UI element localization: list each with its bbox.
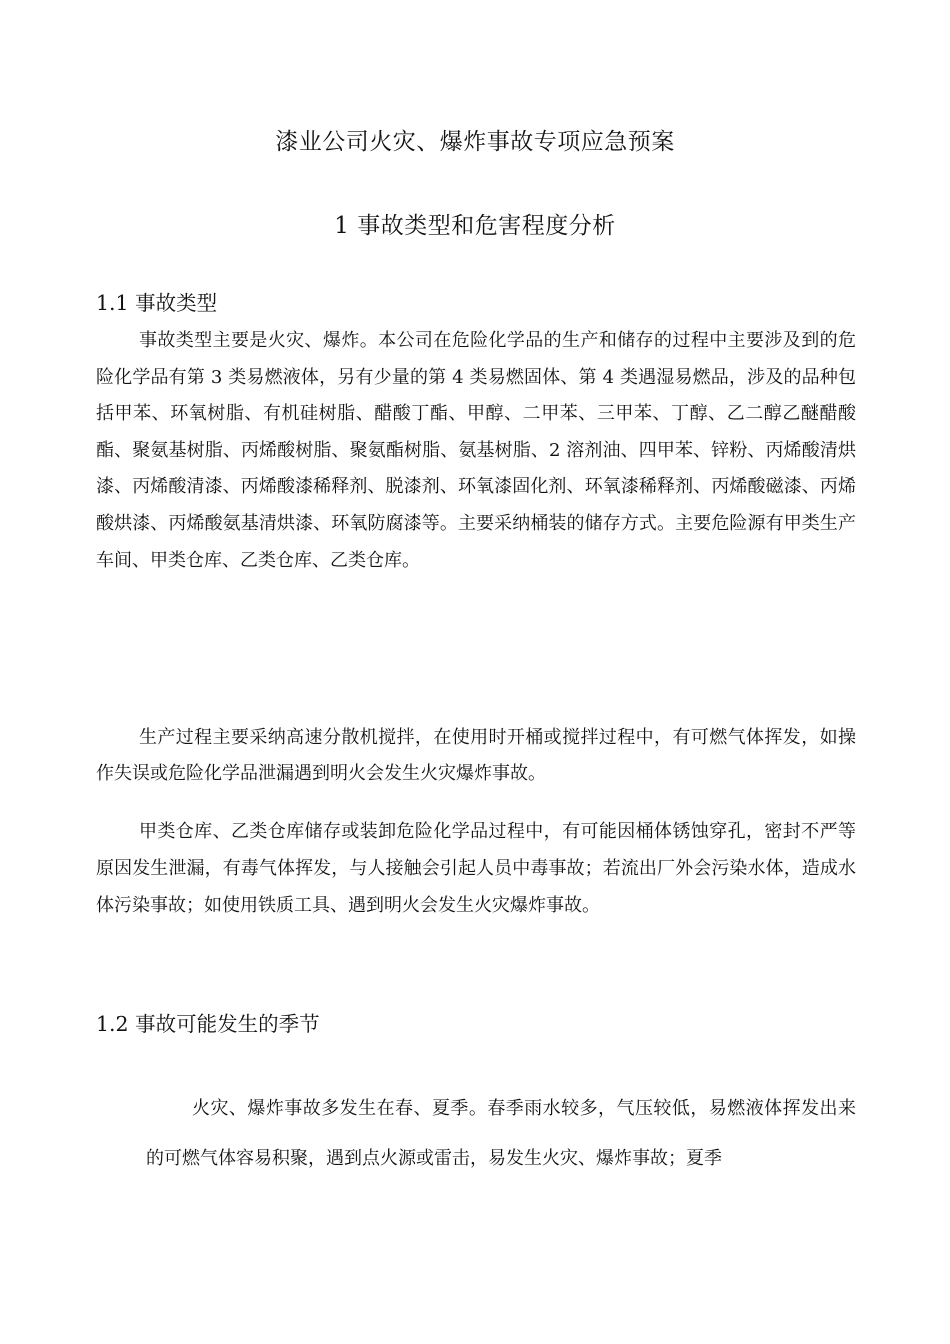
paragraph-production-process: 生产过程主要采纳高速分散机搅拌，在使用时开桶或搅拌过程中，有可燃气体挥发，如操作失误或危险化学品泄漏遇到明火会发生火灾爆炸事故。 [96, 727, 856, 784]
paragraph-accident-types: 事故类型主要是火灾、爆炸。本公司在危险化学品的生产和储存的过程中主要涉及到的危险化学品有第 3 类易燃液体，另有少量的第 4 类易燃固体、第 4 类遇湿易燃品，涉及的品种包括甲苯、环氧树脂、有机硅树脂、醋酸丁酯、甲醇、二甲苯、三甲苯、丁醇、乙二醇乙醚醋酸酯、聚氨基树脂、丙烯酸树脂、聚氨酯树脂、氨基树脂、2 溶剂油、四甲苯、锌粉、丙烯酸清烘漆、丙烯酸清漆、丙烯酸漆稀释剂、脱漆剂、环氧漆固化剂、环氧漆稀释剂、丙烯酸磁漆、丙烯酸烘漆、丙烯酸氨基清烘漆、环氧防腐漆等。主要采纳桶装的储存方式。主要危险源有甲类生产车间、甲类仓库、乙类仓库、乙类仓库。 [96, 330, 856, 571]
chapter-title: 1 事故类型和危害程度分析 [334, 213, 616, 239]
paragraph-seasons: 火灾、爆炸事故多发生在春、夏季。春季雨水较多，气压较低，易燃液体挥发出来的可燃气体容易积聚，遇到点火源或雷击，易发生火灾、爆炸事故；夏季 [146, 1098, 856, 1169]
document-title: 漆业公司火灾、爆炸事故专项应急预案 [275, 129, 675, 155]
section-heading-1-1: 1.1 事故类型 [96, 291, 218, 315]
paragraph-warehouse-storage: 甲类仓库、乙类仓库储存或装卸危险化学品过程中，有可能因桶体锈蚀穿孔，密封不严等原因发生泄漏，有毒气体挥发，与人接触会引起人员中毒事故；若流出厂外会污染水体，造成水体污染事故；如使用铁质工具、遇到明火会发生火灾爆炸事故。 [96, 821, 856, 916]
section-heading-1-2: 1.2 事故可能发生的季节 [96, 1012, 320, 1036]
